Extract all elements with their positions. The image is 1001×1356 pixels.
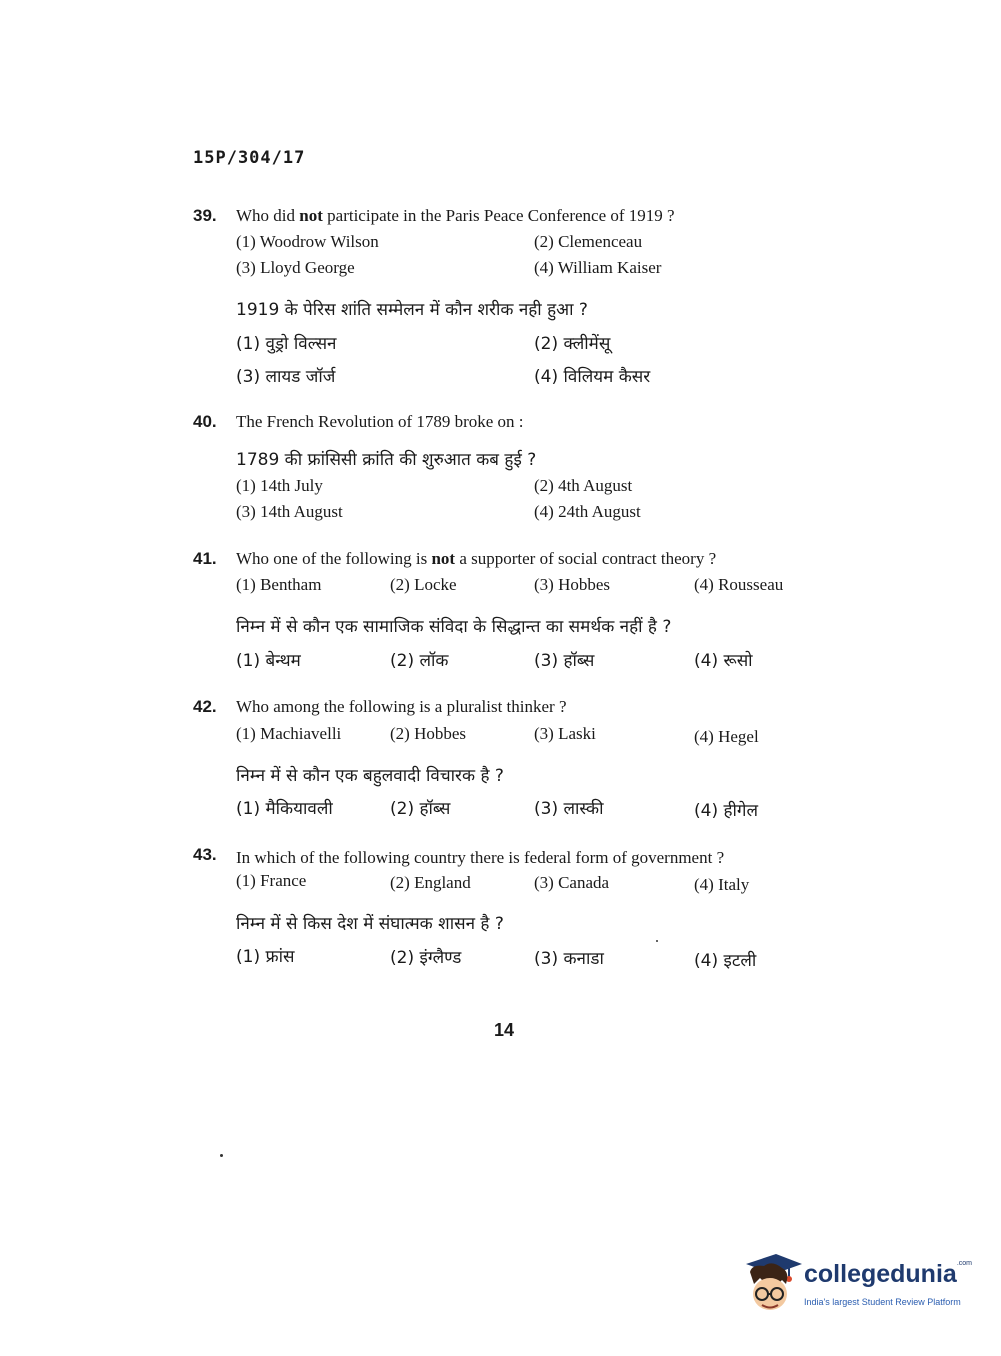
option-hi: (2) हॉब्स [390, 799, 451, 819]
option-en: (2) Locke [390, 575, 457, 594]
option: (4) 24th August [534, 502, 641, 521]
option-hi: (4) रूसो [694, 651, 753, 671]
option-hi: (4) विलियम कैसर [534, 367, 651, 387]
question-text-hi: 1789 की फ्रांसिसी क्रांति की शुरुआत कब हुई ? [236, 450, 537, 470]
question-text-hi: 1919 के पेरिस शांति सम्मेलन में कौन शरीक नही हुआ ? [236, 300, 588, 320]
scan-speck [656, 940, 658, 942]
option-hi: (3) कनाडा [534, 949, 604, 969]
watermark-tagline: India's largest Student Review Platform [804, 1297, 961, 1307]
option-hi: (3) लायड जॉर्ज [236, 367, 336, 387]
question-text-en: Who among the following is a pluralist thinker ? [236, 697, 567, 716]
option-en: (2) Clemenceau [534, 232, 643, 251]
option-hi: (2) क्लीमेंसू [534, 334, 611, 354]
scan-speck [220, 1154, 223, 1157]
option-en: (4) William Kaiser [534, 258, 662, 277]
collegedunia-watermark [742, 1250, 972, 1320]
option-en: (4) Italy [694, 875, 750, 894]
option-hi: (3) लास्की [534, 799, 604, 819]
option: (1) 14th July [236, 476, 323, 495]
option-hi: (4) इटली [694, 951, 757, 971]
watermark-brand: collegedunia$^{.com}$ [804, 1260, 972, 1288]
paper-code: 15P/304/17 [193, 148, 306, 168]
question-text-hi: निम्न में से कौन एक सामाजिक संविदा के सिद्धान्त का समर्थक नहीं है ? [236, 617, 672, 637]
question-text-en: Who one of the following is not a supporter of social contract theory ? [236, 549, 717, 568]
option-hi: (4) हीगेल [694, 801, 759, 821]
option-en: (3) Laski [534, 724, 596, 743]
option-en: (2) England [390, 873, 471, 892]
option-en: (1) France [236, 871, 307, 890]
option-en: (3) Lloyd George [236, 258, 355, 277]
option-hi: (3) हॉब्स [534, 651, 595, 671]
option-en: (4) Hegel [694, 727, 759, 746]
question-text-en: The French Revolution of 1789 broke on : [236, 412, 524, 431]
question-number: 43. [193, 845, 217, 864]
option-hi: (2) इंग्लैण्ड [390, 948, 462, 968]
question-text-hi: निम्न में से कौन एक बहुलवादी विचारक है ? [236, 766, 504, 786]
option-hi: (1) बेन्थम [236, 651, 301, 671]
page-number: 14 [494, 1020, 515, 1040]
question-text-en: In which of the following country there is federal form of government ? [236, 848, 725, 867]
question-number: 39. [193, 206, 217, 225]
option-en: (1) Machiavelli [236, 724, 342, 743]
question-text-en: Who did not participate in the Paris Peace Conference of 1919 ? [236, 206, 675, 225]
mascot-icon [742, 1250, 804, 1316]
option-hi: (2) लॉक [390, 651, 449, 671]
option-hi: (1) मैकियावली [236, 799, 333, 819]
option-en: (3) Hobbes [534, 575, 611, 594]
option: (2) 4th August [534, 476, 633, 495]
question-number: 42. [193, 697, 217, 716]
option-en: (1) Woodrow Wilson [236, 232, 379, 251]
option-en: (1) Bentham [236, 575, 322, 594]
option: (3) 14th August [236, 502, 343, 521]
option-en: (3) Canada [534, 873, 610, 892]
question-number: 41. [193, 549, 217, 568]
option-en: (4) Rousseau [694, 575, 784, 594]
option-hi: (1) वुड्रो विल्सन [236, 334, 337, 354]
option-en: (2) Hobbes [390, 724, 467, 743]
option-hi: (1) फ्रांस [236, 947, 295, 967]
question-text-hi: निम्न में से किस देश में संघात्मक शासन है ? [236, 914, 504, 934]
question-number: 40. [193, 412, 217, 431]
